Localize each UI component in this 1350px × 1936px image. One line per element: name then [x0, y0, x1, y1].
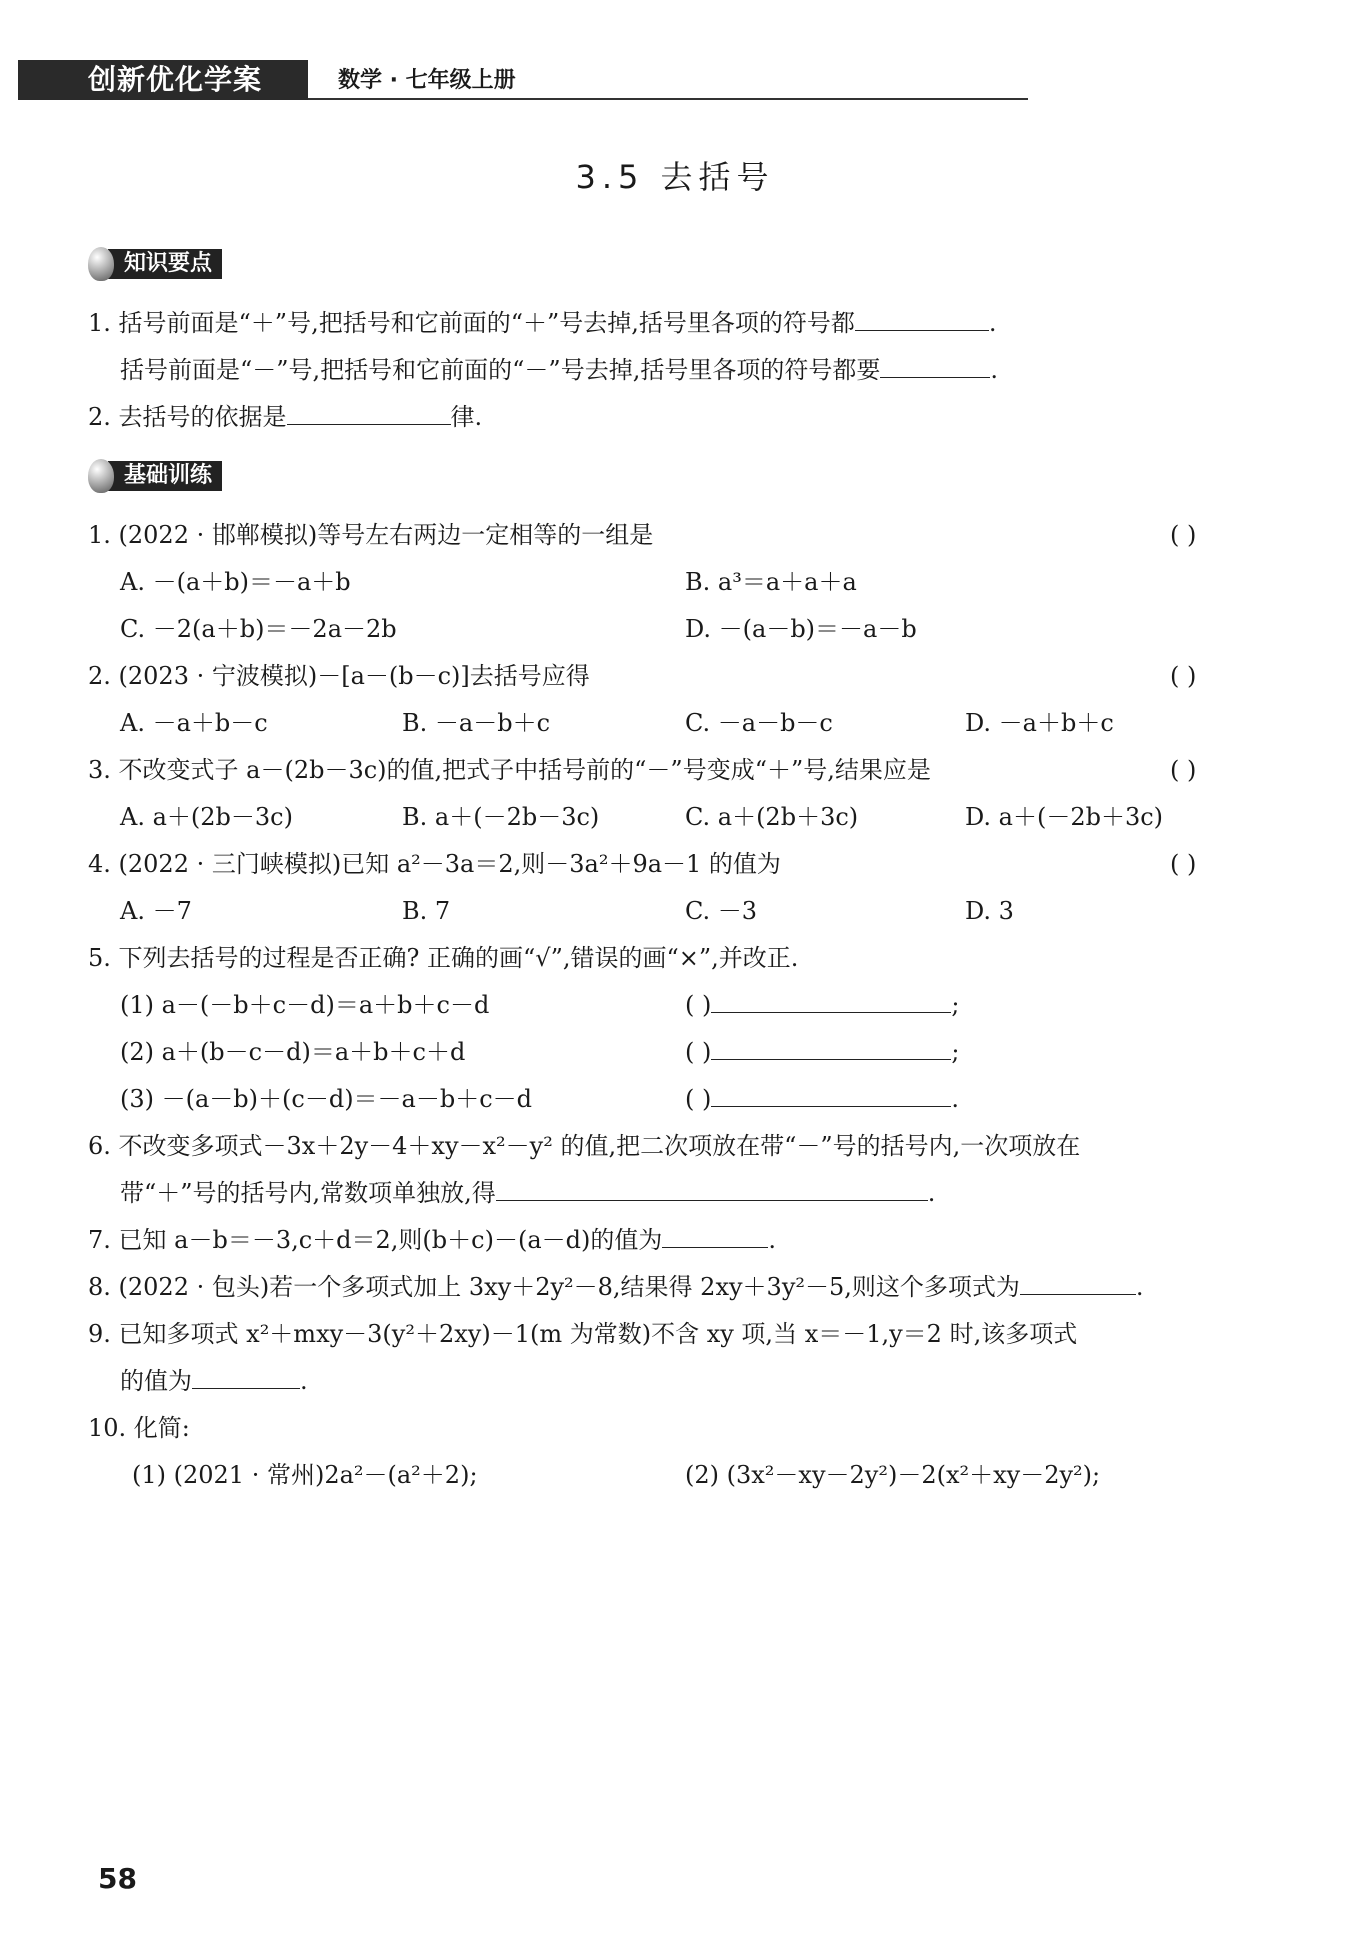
option-c[interactable]: C. －3 — [685, 897, 758, 925]
knowledge-item-2: 2. 去括号的依据是 律. — [88, 400, 482, 434]
answer-paren[interactable]: ( ) — [685, 1038, 712, 1066]
question-2-stem: 2. (2023 · 宁波模拟)－[a－(b－c)]去括号应得 — [88, 662, 590, 690]
answer-blank[interactable] — [880, 353, 990, 378]
option-a[interactable]: A. a＋(2b－3c) — [120, 803, 293, 831]
question-10-part-2: (2) (3x²－xy－2y²)－2(x²＋xy－2y²); — [685, 1461, 1101, 1489]
section-tag-basic — [88, 458, 222, 494]
page-title: 3.5 去括号 — [575, 158, 775, 196]
question-5-item-3: (3) －(a－b)＋(c－d)＝－a－b＋c－d — [120, 1085, 533, 1113]
lightbulb-icon — [88, 459, 114, 493]
option-c[interactable]: C. －a－b－c — [685, 709, 833, 737]
answer-paren[interactable]: ( ) — [685, 1085, 712, 1113]
option-a[interactable]: A. －(a＋b)＝－a＋b — [120, 568, 351, 596]
option-b[interactable]: B. 7 — [402, 897, 451, 925]
option-d[interactable]: D. 3 — [965, 897, 1014, 925]
answer-paren[interactable]: ( ) — [1170, 850, 1197, 878]
question-5-answer-3: ( ) . — [685, 1082, 959, 1116]
option-a[interactable]: A. －7 — [120, 897, 192, 925]
answer-paren[interactable]: ( ) — [1170, 521, 1197, 549]
option-c[interactable]: C. －2(a＋b)＝－2a－2b — [120, 615, 397, 643]
question-9-line-2: 的值为 . — [120, 1364, 308, 1398]
section-label: 基础训练 — [108, 461, 222, 491]
question-5-stem: 5. 下列去括号的过程是否正确? 正确的画“√”,错误的画“×”,并改正. — [88, 944, 799, 972]
question-10-stem: 10. 化简: — [88, 1414, 190, 1442]
question-7: 7. 已知 a－b＝－3,c＋d＝2,则(b＋c)－(a－d)的值为 . — [88, 1223, 776, 1257]
section-tag-knowledge — [88, 246, 222, 282]
question-10-part-1: (1) (2021 · 常州)2a²－(a²＋2); — [132, 1461, 478, 1489]
header-rule — [308, 98, 1028, 100]
option-d[interactable]: D. －a＋b＋c — [965, 709, 1114, 737]
question-5-answer-2: ( ) ; — [685, 1035, 959, 1069]
option-d[interactable]: D. －(a－b)＝－a－b — [685, 615, 917, 643]
answer-blank[interactable] — [711, 1082, 951, 1107]
question-9-line-1: 9. 已知多项式 x²＋mxy－3(y²＋2xy)－1(m 为常数)不含 xy 项,当 x＝－1,y＝2 时,该多项式 — [88, 1320, 1078, 1348]
question-5-item-1: (1) a－(－b＋c－d)＝a＋b＋c－d — [120, 991, 490, 1019]
answer-blank[interactable] — [662, 1223, 768, 1248]
lightbulb-icon — [88, 247, 114, 281]
question-4-stem: 4. (2022 · 三门峡模拟)已知 a²－3a＝2,则－3a²＋9a－1 的值为 — [88, 850, 781, 878]
question-5-item-2: (2) a＋(b－c－d)＝a＋b＋c＋d — [120, 1038, 466, 1066]
answer-paren[interactable]: ( ) — [1170, 756, 1197, 784]
option-b[interactable]: B. －a－b＋c — [402, 709, 551, 737]
book-subject: 数学 · 七年级上册 — [338, 68, 516, 93]
brand-logo: 创新优化学案 — [18, 60, 308, 100]
page-header — [18, 60, 1028, 100]
option-b[interactable]: B. a³＝a＋a＋a — [685, 568, 857, 596]
question-8: 8. (2022 · 包头)若一个多项式加上 3xy＋2y²－8,结果得 2xy＋3y²－5,则这个多项式为 . — [88, 1270, 1144, 1304]
question-6-line-1: 6. 不改变多项式－3x＋2y－4＋xy－x²－y² 的值,把二次项放在带“－”号的括号内,一次项放在 — [88, 1132, 1081, 1160]
question-5-answer-1: ( ) ; — [685, 988, 959, 1022]
answer-blank[interactable] — [287, 400, 451, 425]
answer-blank[interactable] — [711, 1035, 951, 1060]
option-a[interactable]: A. －a＋b－c — [120, 709, 268, 737]
page-number: 58 — [98, 1862, 137, 1895]
question-1-stem: 1. (2022 · 邯郸模拟)等号左右两边一定相等的一组是 — [88, 521, 654, 549]
answer-paren[interactable]: ( ) — [1170, 662, 1197, 690]
question-6-line-2: 带“＋”号的括号内,常数项单独放,得 . — [120, 1176, 935, 1210]
section-label: 知识要点 — [108, 249, 222, 279]
question-3-stem: 3. 不改变式子 a－(2b－3c)的值,把式子中括号前的“－”号变成“＋”号,结果应是 — [88, 756, 931, 784]
answer-blank[interactable] — [192, 1364, 300, 1389]
answer-blank[interactable] — [855, 306, 989, 331]
answer-blank[interactable] — [1020, 1270, 1136, 1295]
knowledge-item-1a: 1. 括号前面是“＋”号,把括号和它前面的“＋”号去掉,括号里各项的符号都 . — [88, 306, 997, 340]
answer-blank[interactable] — [496, 1176, 928, 1201]
option-c[interactable]: C. a＋(2b＋3c) — [685, 803, 859, 831]
answer-paren[interactable]: ( ) — [685, 991, 712, 1019]
option-d[interactable]: D. a＋(－2b＋3c) — [965, 803, 1164, 831]
answer-blank[interactable] — [711, 988, 951, 1013]
knowledge-item-1b: 括号前面是“－”号,把括号和它前面的“－”号去掉,括号里各项的符号都要 . — [120, 353, 998, 387]
option-b[interactable]: B. a＋(－2b－3c) — [402, 803, 600, 831]
